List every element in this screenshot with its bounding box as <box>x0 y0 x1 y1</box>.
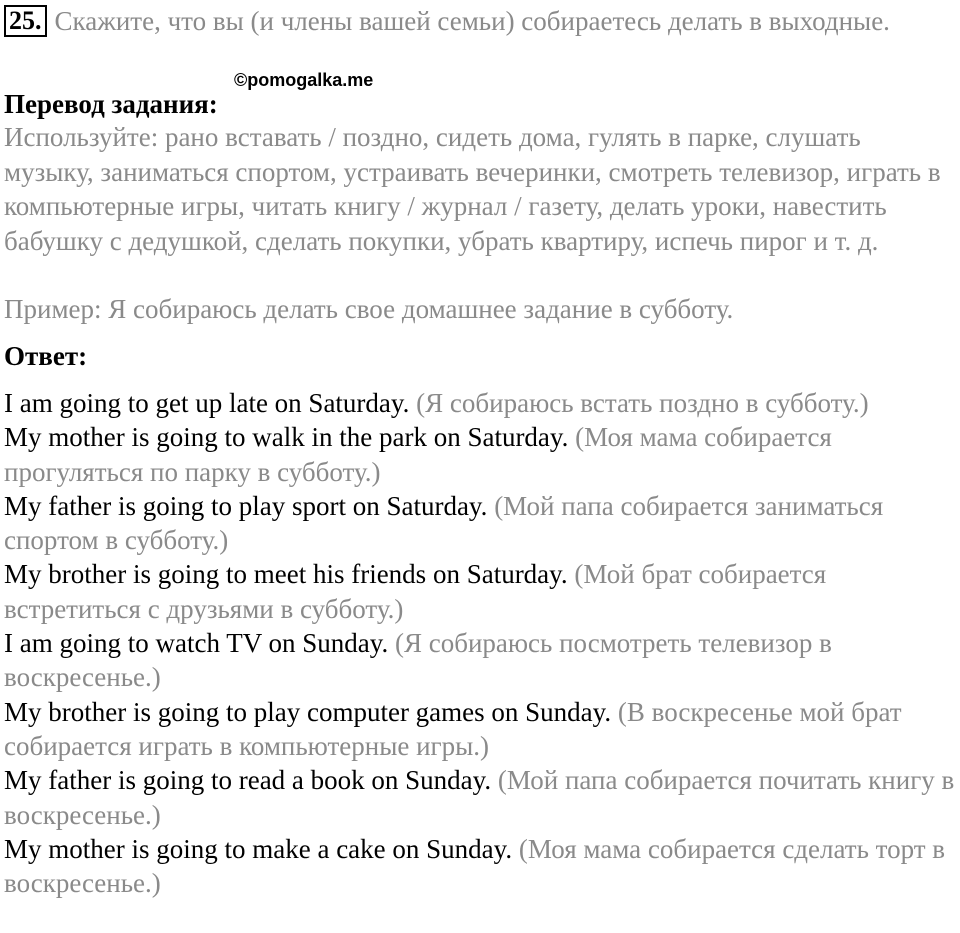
watermark: ©pomogalka.me <box>234 70 374 90</box>
answer-english: My brother is going to meet his friends on Saturday. <box>4 559 568 590</box>
translation-body: Используйте: рано вставать / поздно, сидеть дома, гулять в парке, слушать музыку, заниматься спортом, устраивать вечеринки, смотреть телевизор, играть в компьютерные игры, читать книгу / журнал / газету, делать уроки, навестить бабушку с дедушкой, сделать покупки, убрать квартиру, испечь пирог и т. д. <box>4 122 941 256</box>
answer-russian: (Мой брат собирается встретиться с друзьями в субботу.) <box>4 559 827 624</box>
task-header <box>4 4 954 38</box>
answer-russian: (Я собираюсь встать поздно в субботу.) <box>416 388 869 418</box>
answer-item <box>4 763 959 832</box>
translation-example: Пример: Я собираюсь делать свое домашнее задание в субботу. <box>4 294 734 324</box>
answer-russian: (Мой папа собирается заниматься спортом в субботу.) <box>4 490 884 556</box>
answer-english: My father is going to play sport on Saturday. <box>4 490 488 521</box>
answer-english: I am going to watch TV on Sunday. <box>4 628 389 659</box>
answer-english: My mother is going to make a cake on Sunday. <box>4 833 513 864</box>
answer-list <box>4 386 959 900</box>
answer-item <box>4 386 959 420</box>
answer-item <box>4 626 959 695</box>
answer-english: I am going to get up late on Saturday. <box>4 388 410 418</box>
task-text: Скажите, что вы (и члены вашей семьи) собираетесь делать в выходные. <box>54 6 890 36</box>
answer-english: My brother is going to play computer games on Sunday. <box>4 696 612 727</box>
answer-russian: (Моя мама собирается прогуляться по парку в субботу.) <box>4 422 832 487</box>
answer-title: Ответ: <box>4 341 88 371</box>
task-number: 25. <box>4 5 47 37</box>
answer-item <box>4 832 959 901</box>
answer-english: My mother is going to walk in the park on Saturday. <box>4 422 569 453</box>
answer-russian: (Мой папа собирается почитать книгу в воскресенье.) <box>4 765 955 830</box>
answer-russian: (В воскресенье мой брат собирается играть в компьютерные игры.) <box>4 696 902 761</box>
answer-english: My father is going to read a book on Sunday. <box>4 765 492 796</box>
answer-russian: (Моя мама собирается сделать торт в воскресенье.) <box>4 833 946 899</box>
translation-title: Перевод задания: <box>4 89 218 119</box>
answer-item <box>4 557 959 626</box>
answer-item <box>4 420 959 489</box>
answer-item <box>4 489 959 558</box>
answer-russian: (Я собираюсь посмотреть телевизор в воскресенье.) <box>4 628 832 693</box>
answer-item <box>4 695 959 764</box>
